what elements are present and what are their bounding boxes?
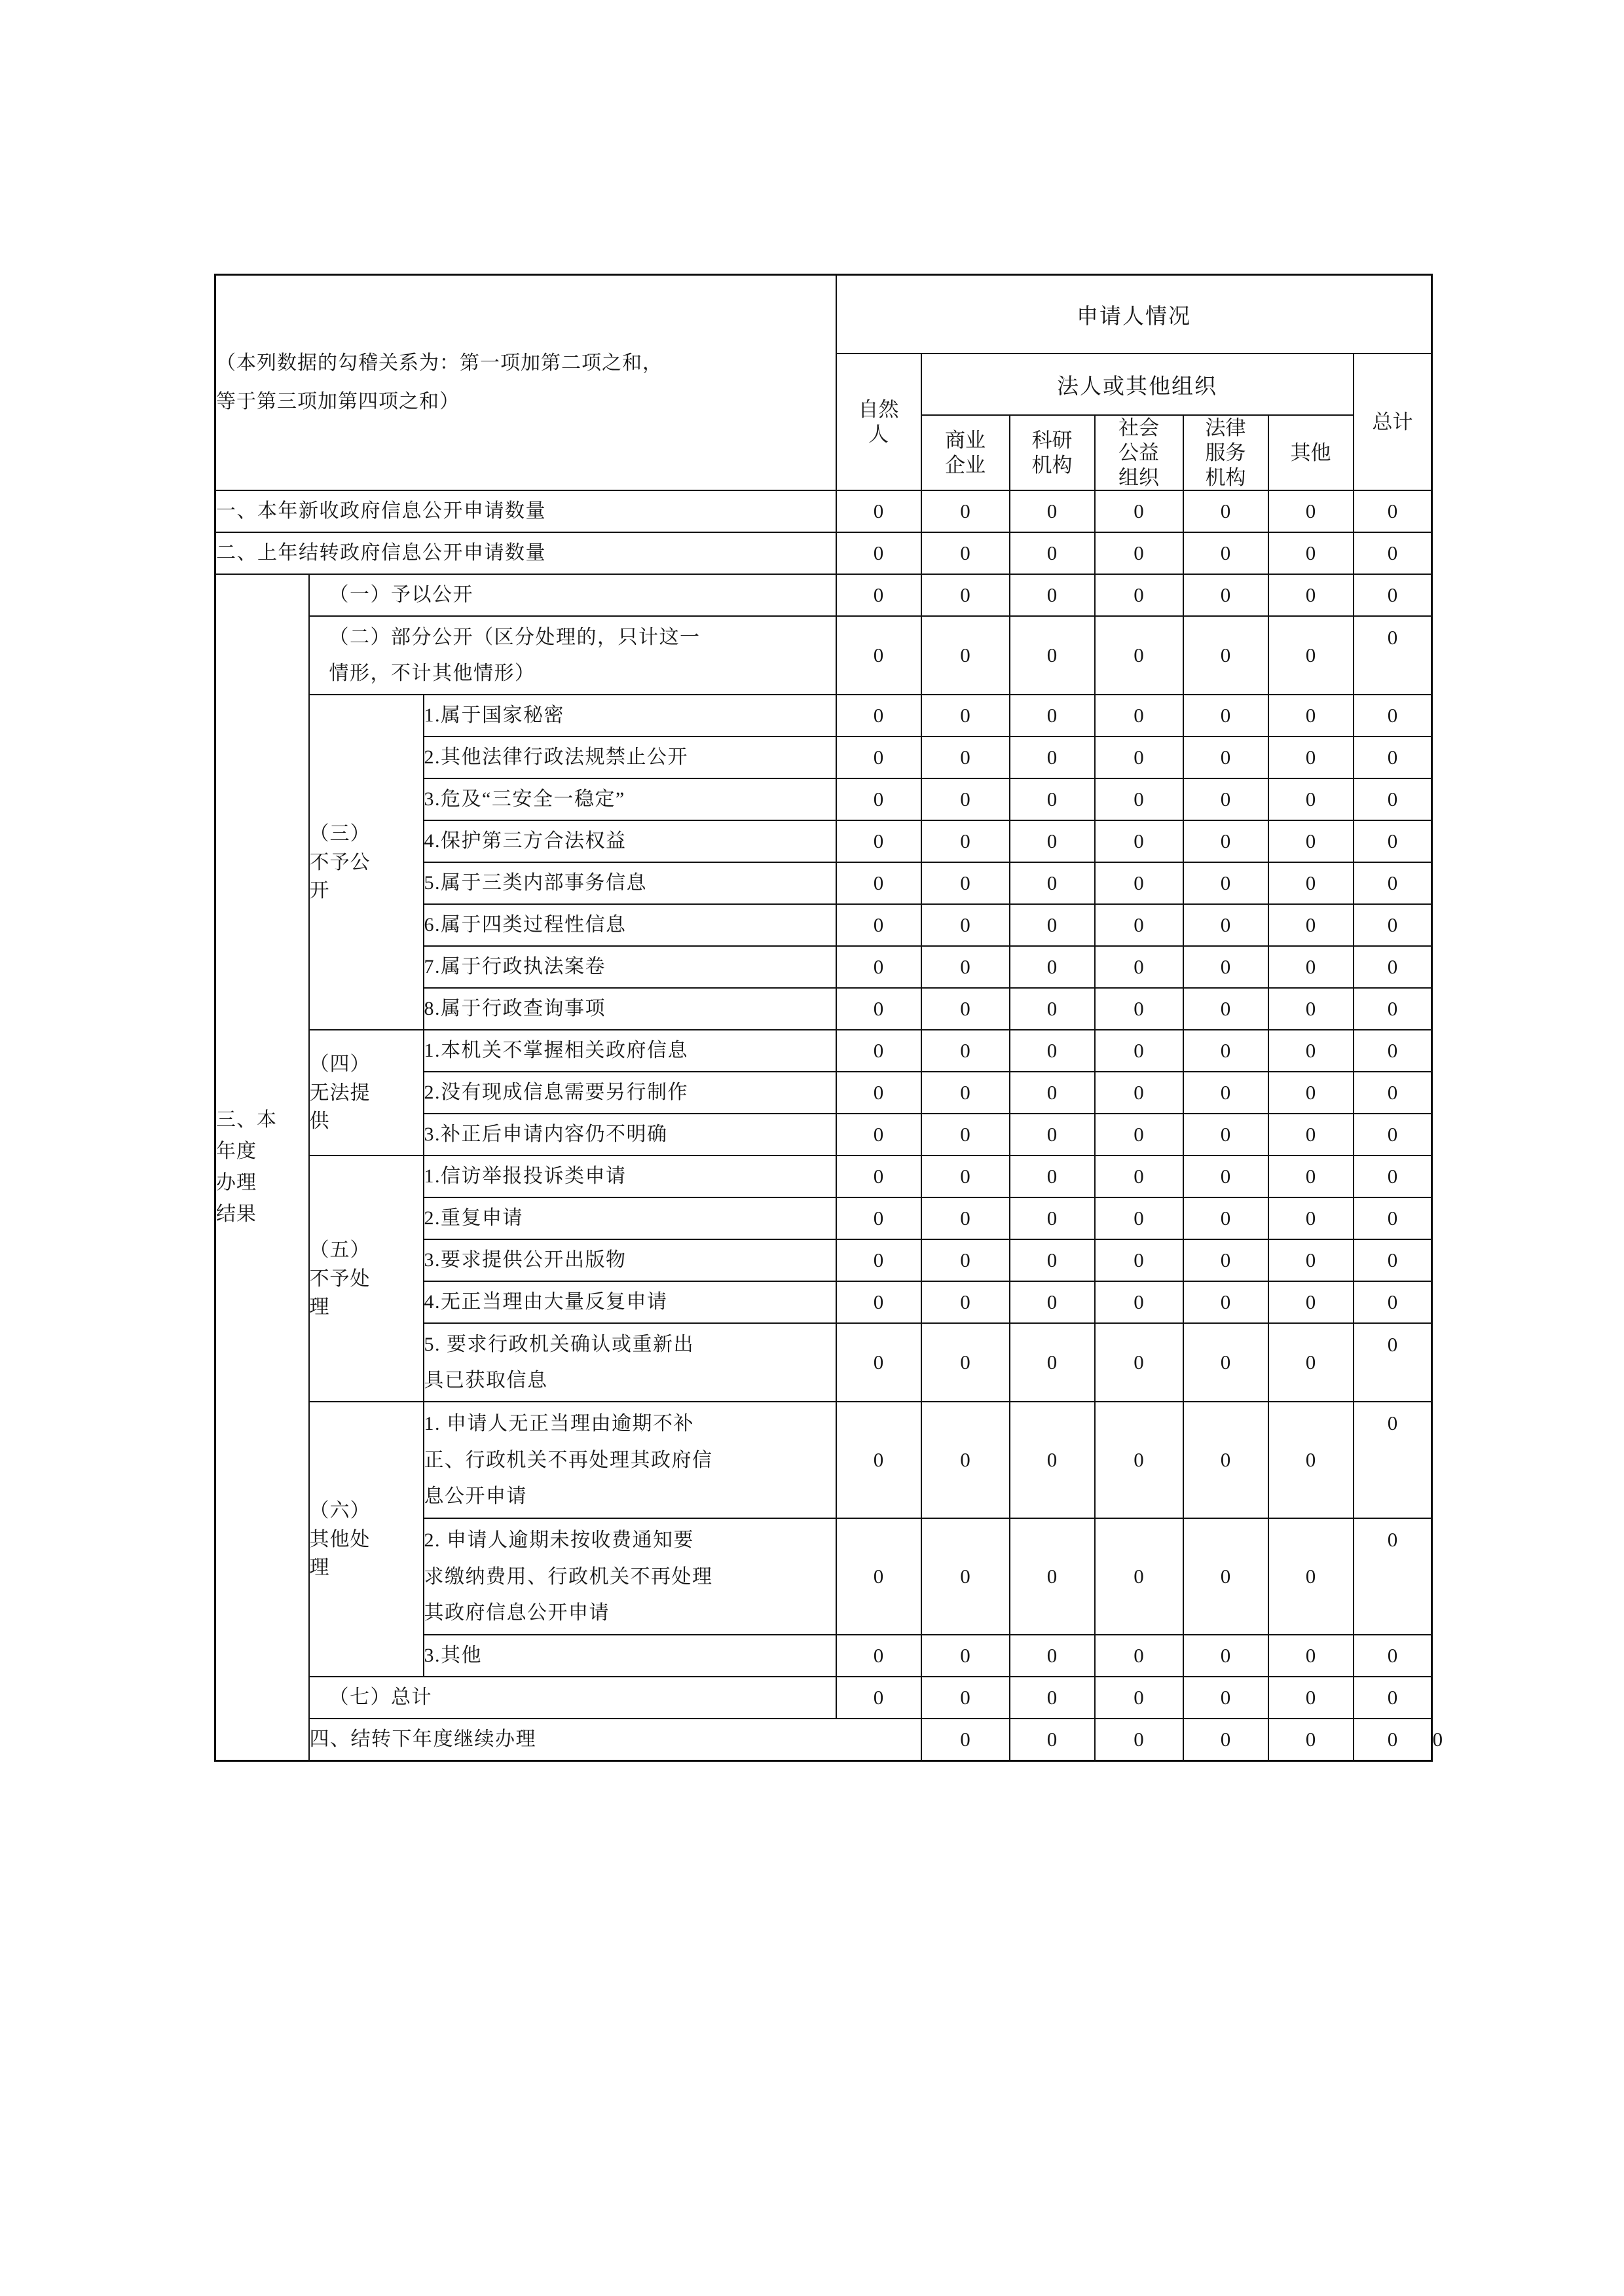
cell-value: 0: [1354, 1323, 1432, 1402]
header-legal-group: 法人或其他组织: [921, 354, 1354, 415]
cell-value: 0: [1268, 1197, 1354, 1239]
header-col-commercial-enterprise-line2: 企业: [945, 453, 986, 477]
cell-value: 0: [1268, 946, 1354, 988]
cell-value: 0: [836, 616, 921, 695]
cell-value: 0: [1183, 1635, 1268, 1677]
cell-value: 0: [1095, 1281, 1183, 1323]
row-label-item: 8.属于行政查询事项: [424, 988, 836, 1030]
table-row: [215, 1156, 1432, 1197]
cell-value: 0: [1354, 532, 1432, 574]
cell-value: 0: [1010, 737, 1095, 778]
cell-value: 0: [1354, 988, 1432, 1030]
row-label-item: [424, 1402, 836, 1518]
cell-value: 0: [1095, 778, 1183, 820]
group-label-cannot-provide-line3: 供: [309, 1110, 330, 1133]
header-col-research-institution-line2: 机构: [1031, 453, 1073, 477]
cell-value: 0: [1010, 1156, 1095, 1197]
cell-value: 0: [1268, 1239, 1354, 1281]
row-label-item: 1.本机关不掌握相关政府信息: [424, 1030, 836, 1072]
table-row: [215, 1402, 1432, 1518]
government-information-disclosure-table: [214, 274, 1443, 1762]
row-label-item-line1: 2. 申请人逾期未按收费通知要: [424, 1529, 694, 1552]
cell-value: 0: [1183, 616, 1268, 695]
row-label-item-line1: 5. 要求行政机关确认或重新出: [424, 1333, 694, 1355]
cell-value: 0: [1010, 778, 1095, 820]
header-col-natural-person: [836, 354, 921, 490]
cell-value: 0: [1268, 1677, 1354, 1719]
header-col-commercial-enterprise: [921, 415, 1010, 490]
cell-value: 0: [1010, 1635, 1095, 1677]
cell-value: 0: [1354, 1677, 1432, 1719]
cell-value: 0: [1095, 616, 1183, 695]
cell-value: 0: [1095, 695, 1183, 737]
cell-value: 0: [1183, 532, 1268, 574]
cell-value: 0: [1268, 1518, 1354, 1635]
cell-value: 0: [921, 1719, 1010, 1761]
header-col-commercial-enterprise-line1: 商业: [945, 428, 986, 452]
header-col-research-institution: [1010, 415, 1095, 490]
cell-value: 0: [1010, 1402, 1095, 1518]
section-label-line4: 结果: [216, 1203, 257, 1226]
row-label-item-line3: 息公开申请: [424, 1485, 527, 1508]
cell-value: 0: [1183, 695, 1268, 737]
cell-value: 0: [1354, 904, 1432, 946]
group-label-cannot-provide: [309, 1030, 424, 1156]
cell-value: 0: [836, 904, 921, 946]
row-label-item: 6.属于四类过程性信息: [424, 904, 836, 946]
cell-value: 0: [1010, 1072, 1095, 1114]
cell-value: 0: [1095, 1156, 1183, 1197]
cell-value: 0: [836, 1197, 921, 1239]
group-label-not-processed-line1: （五）: [309, 1239, 371, 1262]
cell-value: 0: [836, 778, 921, 820]
row-label-item-line2: 求缴纳费用、行政机关不再处理: [424, 1565, 713, 1588]
cell-value: 0: [1268, 532, 1354, 574]
cell-value: 0: [1354, 616, 1432, 695]
cell-value: 0: [1010, 1114, 1095, 1156]
cell-value: 0: [1268, 904, 1354, 946]
header-row-applicant-group: [215, 275, 1432, 354]
cell-value: 0: [1183, 737, 1268, 778]
cell-value: 0: [921, 1239, 1010, 1281]
cell-value: 0: [1183, 1114, 1268, 1156]
header-col-social-public-welfare-line2: 公益: [1118, 441, 1160, 464]
cell-value: 0: [1268, 737, 1354, 778]
header-col-social-public-welfare: [1095, 415, 1183, 490]
header-col-total-label: 总计: [1372, 410, 1413, 433]
row-label-item: 2.没有现成信息需要另行制作: [424, 1072, 836, 1114]
row-label-disclose: （一）予以公开: [309, 574, 836, 616]
cell-value: 0: [1010, 1323, 1095, 1402]
cell-value: 0: [836, 1402, 921, 1518]
cell-value: 0: [1183, 490, 1268, 532]
cell-value: 0: [1268, 988, 1354, 1030]
cell-value: 0: [836, 988, 921, 1030]
cell-value: 0: [921, 616, 1010, 695]
table-row: [215, 1030, 1432, 1072]
cell-value: 0: [836, 1072, 921, 1114]
cell-value: 0: [1268, 490, 1354, 532]
cell-value: 0: [1010, 490, 1095, 532]
cell-value: 0: [836, 1281, 921, 1323]
cell-value: 0: [1268, 574, 1354, 616]
row-label-item: 3.补正后申请内容仍不明确: [424, 1114, 836, 1156]
cell-value: 0: [1183, 1719, 1268, 1761]
cell-value: 0: [836, 1114, 921, 1156]
cell-value: 0: [1354, 820, 1432, 862]
cell-value: 0: [921, 1156, 1010, 1197]
cell-value: 0: [1010, 1719, 1095, 1761]
row-label-partial-disclose-line2: 情形，不计其他情形）: [329, 663, 536, 685]
cell-value: 0: [921, 695, 1010, 737]
cell-value: 0: [836, 1518, 921, 1635]
cell-value: 0: [1010, 1677, 1095, 1719]
cell-value: 0: [1183, 1281, 1268, 1323]
cell-value: 0: [1268, 1281, 1354, 1323]
header-col-natural-person-line2: 人: [868, 422, 889, 446]
cell-value: 0: [1010, 616, 1095, 695]
cell-value: 0: [1010, 1030, 1095, 1072]
cell-value: 0: [1354, 1114, 1432, 1156]
cell-value: 0: [921, 1072, 1010, 1114]
cell-value: 0: [1183, 1402, 1268, 1518]
row-label-item: [424, 1518, 836, 1635]
cell-value: 0: [1183, 1677, 1268, 1719]
group-label-other-handling: [309, 1402, 424, 1677]
cell-value: 0: [836, 1030, 921, 1072]
row-label-item: 4.保护第三方合法权益: [424, 820, 836, 862]
cell-value: 0: [1010, 574, 1095, 616]
cell-value: 0: [1354, 1197, 1432, 1239]
row-label-item-line2: 正、行政机关不再处理其政府信: [424, 1449, 713, 1471]
table-row: [215, 490, 1432, 532]
group-label-not-disclosed-line3: 开: [309, 880, 330, 902]
cell-value: 0: [836, 737, 921, 778]
table-row: [215, 574, 1432, 616]
cell-value: 0: [1354, 695, 1432, 737]
cell-value: 0: [1354, 1156, 1432, 1197]
cell-value: 0: [1010, 946, 1095, 988]
cell-value: 0: [1183, 862, 1268, 904]
row-label-new-applications: 一、本年新收政府信息公开申请数量: [215, 490, 836, 532]
cell-value: 0: [1183, 1323, 1268, 1402]
header-col-legal-service-line1: 法律: [1205, 416, 1246, 439]
cell-value: 0: [836, 490, 921, 532]
header-note-line1: （本列数据的勾稽关系为：第一项加第二项之和，: [216, 352, 663, 374]
cell-value: 0: [1354, 1072, 1432, 1114]
cell-value: 0: [1095, 1323, 1183, 1402]
cell-value: 0: [1010, 820, 1095, 862]
cell-value: 0: [1354, 1402, 1432, 1518]
cell-value: 0: [1268, 1072, 1354, 1114]
cell-value: 0: [1183, 904, 1268, 946]
cell-value: 0: [836, 532, 921, 574]
row-label-item-line3: 其政府信息公开申请: [424, 1602, 610, 1624]
cell-value: 0: [1354, 1239, 1432, 1281]
cell-value: 0: [921, 1030, 1010, 1072]
cell-value: 0: [1268, 1156, 1354, 1197]
cell-value: 0: [836, 1677, 921, 1719]
cell-value: 0: [1095, 574, 1183, 616]
cell-value: 0: [1183, 820, 1268, 862]
cell-value: 0: [1354, 1281, 1432, 1323]
cell-value: 0: [1268, 820, 1354, 862]
cell-value: 0: [1095, 1402, 1183, 1518]
cell-value: 0: [1095, 1719, 1183, 1761]
cell-value: 0: [1095, 988, 1183, 1030]
header-col-total: [1354, 354, 1432, 490]
row-label-item: 2.重复申请: [424, 1197, 836, 1239]
row-label-subtotal: （七）总计: [309, 1677, 836, 1719]
cell-value: 0: [836, 862, 921, 904]
cell-value: 0: [1095, 862, 1183, 904]
row-label-partial-disclose-line1: （二）部分公开（区分处理的，只计这一: [329, 626, 701, 648]
group-label-not-disclosed-line2: 不予公: [309, 851, 371, 873]
cell-value: 0: [921, 532, 1010, 574]
cell-value: 0: [921, 1635, 1010, 1677]
cell-value: 0: [921, 820, 1010, 862]
cell-value: 0: [1268, 1635, 1354, 1677]
cell-value: 0: [1095, 1197, 1183, 1239]
cell-value: 0: [1354, 490, 1432, 532]
cell-value: 0: [1095, 1114, 1183, 1156]
cell-value: 0: [1354, 1719, 1432, 1761]
table-row: 四、结转下年度继续办理 0 0 0 0 0 0 0: [215, 1719, 1432, 1761]
cell-value: 0: [921, 1518, 1010, 1635]
cell-value: 0: [1354, 1518, 1432, 1635]
header-col-other-org: [1268, 415, 1354, 490]
cell-value: 0: [1095, 1677, 1183, 1719]
cell-value: 0: [921, 1281, 1010, 1323]
header-col-legal-service-line2: 服务: [1205, 441, 1246, 464]
cell-value: 0: [1268, 1323, 1354, 1402]
cell-value: 0: [836, 1635, 921, 1677]
cell-value: 0: [1095, 1518, 1183, 1635]
group-label-not-disclosed: [309, 695, 424, 1030]
header-col-legal-service-line3: 机构: [1205, 465, 1246, 489]
cell-value: 0: [921, 988, 1010, 1030]
cell-value: 0: [1354, 1030, 1432, 1072]
cell-value: 0: [1183, 574, 1268, 616]
section-label-line1: 三、本: [216, 1109, 277, 1131]
cell-value: 0: [1095, 490, 1183, 532]
cell-value: 0: [1095, 820, 1183, 862]
cell-value: 0: [1010, 988, 1095, 1030]
cell-value: 0: [921, 1197, 1010, 1239]
row-label-item: 2.其他法律行政法规禁止公开: [424, 737, 836, 778]
table-row: [215, 616, 1432, 695]
row-label-item: 4.无正当理由大量反复申请: [424, 1281, 836, 1323]
row-label-item: 5.属于三类内部事务信息: [424, 862, 836, 904]
cell-value: 0: [1183, 778, 1268, 820]
row-label-item-line1: 1. 申请人无正当理由逾期不补: [424, 1413, 694, 1435]
cell-value: 0: [1183, 1197, 1268, 1239]
cell-value: 0: [921, 862, 1010, 904]
row-label-partial-disclose: [309, 616, 836, 695]
cell-value: 0: [921, 1677, 1010, 1719]
group-label-cannot-provide-line2: 无法提: [309, 1082, 371, 1104]
cell-value: 0: [1183, 988, 1268, 1030]
cell-value: 0: [921, 778, 1010, 820]
cell-value: 0: [836, 820, 921, 862]
table-row: [215, 532, 1432, 574]
disclosure-statistics-sheet: [214, 274, 1443, 1762]
cell-value: 0: [1010, 904, 1095, 946]
cell-value: 0: [1268, 862, 1354, 904]
row-label-carried-over: 二、上年结转政府信息公开申请数量: [215, 532, 836, 574]
header-col-social-public-welfare-line3: 组织: [1118, 465, 1160, 489]
row-label-item: 3.要求提供公开出版物: [424, 1239, 836, 1281]
cell-value: 0: [1183, 1518, 1268, 1635]
cell-value: 0: [921, 1402, 1010, 1518]
header-applicant-group: 申请人情况: [836, 275, 1432, 354]
cell-value: 0: [1354, 1635, 1432, 1677]
cell-value: 0: [1095, 946, 1183, 988]
cell-value: 0: [1010, 1197, 1095, 1239]
header-col-other-org-label: 其他: [1290, 441, 1331, 464]
group-label-not-disclosed-line1: （三）: [309, 823, 371, 845]
row-label-item: 1.属于国家秘密: [424, 695, 836, 737]
cell-value: 0: [1010, 1281, 1095, 1323]
group-label-cannot-provide-line1: （四）: [309, 1053, 371, 1076]
cell-value: 0: [1354, 737, 1432, 778]
section-label-line3: 办理: [216, 1172, 257, 1194]
table-row: [215, 1677, 1432, 1719]
cell-value: 0: [836, 1156, 921, 1197]
row-label-item: 3.其他: [424, 1635, 836, 1677]
cell-value: 0: [836, 1239, 921, 1281]
cell-value: 0: [836, 574, 921, 616]
row-label-item: 3.危及“三安全一稳定”: [424, 778, 836, 820]
cell-value: 0: [1268, 778, 1354, 820]
row-label-item: [424, 1323, 836, 1402]
cell-value: 0: [836, 1323, 921, 1402]
cell-value: 0: [1183, 1072, 1268, 1114]
cell-value: 0: [1268, 1114, 1354, 1156]
header-col-natural-person-line1: 自然: [858, 397, 899, 421]
header-note-cell: [215, 275, 836, 491]
header-note-line2: 等于第三项加第四项之和）: [216, 390, 460, 412]
group-label-not-processed-line2: 不予处: [309, 1267, 371, 1290]
cell-value: 0: [921, 946, 1010, 988]
group-label-other-handling-line1: （六）: [309, 1500, 371, 1522]
row-label-item-line2: 具已获取信息: [424, 1370, 548, 1392]
cell-value: 0: [1354, 946, 1432, 988]
group-label-not-processed-line3: 理: [309, 1296, 330, 1319]
cell-value: 0: [1095, 1239, 1183, 1281]
cell-value: 0: [1268, 1402, 1354, 1518]
cell-value: 0: [1354, 574, 1432, 616]
header-col-legal-service: [1183, 415, 1268, 490]
cell-value: 0: [1010, 695, 1095, 737]
cell-value: 0: [921, 904, 1010, 946]
cell-value: 0: [836, 946, 921, 988]
cell-value: 0: [1268, 1719, 1354, 1761]
row-label-carry-forward: 四、结转下年度继续办理: [309, 1719, 921, 1761]
cell-value: 0: [1268, 695, 1354, 737]
cell-value: 0: [1095, 532, 1183, 574]
cell-value: 0: [1183, 1030, 1268, 1072]
cell-value: 0: [921, 737, 1010, 778]
cell-value: 0: [921, 1114, 1010, 1156]
group-label-other-handling-line3: 理: [309, 1557, 330, 1579]
cell-value: 0: [1268, 1030, 1354, 1072]
cell-value: 0: [1095, 1635, 1183, 1677]
cell-value: 0: [1095, 1030, 1183, 1072]
table-row: [215, 695, 1432, 737]
cell-value: 0: [921, 1323, 1010, 1402]
group-label-other-handling-line2: 其他处: [309, 1528, 371, 1550]
cell-value: 0: [1183, 1156, 1268, 1197]
row-label-item: 1.信访举报投诉类申请: [424, 1156, 836, 1197]
group-label-not-processed: [309, 1156, 424, 1402]
cell-value: 0: [1268, 616, 1354, 695]
cell-value: 0: [1354, 778, 1432, 820]
cell-value: 0: [1183, 946, 1268, 988]
header-col-research-institution-line1: 科研: [1031, 428, 1073, 452]
cell-value: 0: [1183, 1239, 1268, 1281]
cell-value: 0: [836, 695, 921, 737]
cell-value: 0: [1095, 1072, 1183, 1114]
row-label-item: 7.属于行政执法案卷: [424, 946, 836, 988]
cell-value: 0: [1095, 904, 1183, 946]
cell-value: 0: [921, 574, 1010, 616]
cell-value: 0: [1095, 737, 1183, 778]
header-col-social-public-welfare-line1: 社会: [1118, 416, 1160, 439]
cell-value: 0: [921, 490, 1010, 532]
cell-value: 0: [1010, 532, 1095, 574]
cell-value: 0: [1010, 1239, 1095, 1281]
cell-value: 0: [1354, 862, 1432, 904]
cell-value: 0: [1010, 1518, 1095, 1635]
section-label-annual-results: [215, 574, 309, 1761]
cell-value: 0: [1010, 862, 1095, 904]
section-label-line2: 年度: [216, 1140, 257, 1163]
